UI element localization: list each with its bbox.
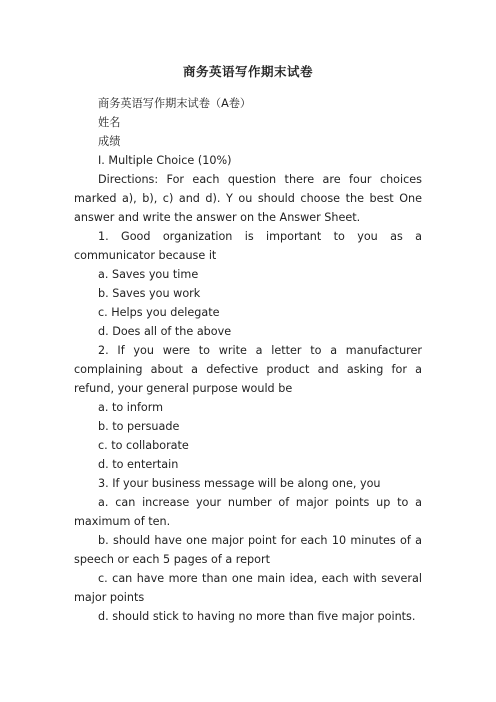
question-1: 1. Good organization is important to you as a communicator because it [74,230,422,262]
question-3-option-c: c. can have more than one main idea, each with several major points [74,572,422,604]
question-2-option-c: c. to collaborate [98,439,189,452]
section-heading: I. Multiple Choice (10%) [98,154,232,167]
score-label: 成绩 [98,135,121,148]
question-3-option-b: b. should have one major point for each 10 minutes of a speech or each 5 pages of a report [74,534,422,566]
document-body [74,94,422,626]
question-3: 3. If your business message will be along one, you [98,477,381,490]
question-2: 2. If you were to write a letter to a manufacturer complaining about a defective product and asking for a refund, your general purpose would be [74,344,422,395]
question-2-option-d: d. to entertain [98,458,179,471]
question-1-option-b: b. Saves you work [98,287,201,300]
question-1-option-d: d. Does all of the above [98,325,232,338]
question-1-option-a: a. Saves you time [98,268,199,281]
document-title: 商务英语写作期末试卷 [182,64,313,79]
exam-subtitle: 商务英语写作期末试卷（A卷） [98,97,252,110]
question-1-option-c: c. Helps you delegate [98,306,220,319]
question-2-option-a: a. to inform [98,401,164,414]
name-label: 姓名 [98,116,121,129]
directions-paragraph: Directions: For each question there are four choices marked a), b), c) and d). Y ou should choose the best One answer and write the answer on the Answer Sheet. [74,173,422,224]
question-3-option-d: d. should stick to having no more than five major points. [98,610,416,623]
question-2-option-b: b. to persuade [98,420,180,433]
question-3-option-a: a. can increase your number of major points up to a maximum of ten. [74,496,422,528]
